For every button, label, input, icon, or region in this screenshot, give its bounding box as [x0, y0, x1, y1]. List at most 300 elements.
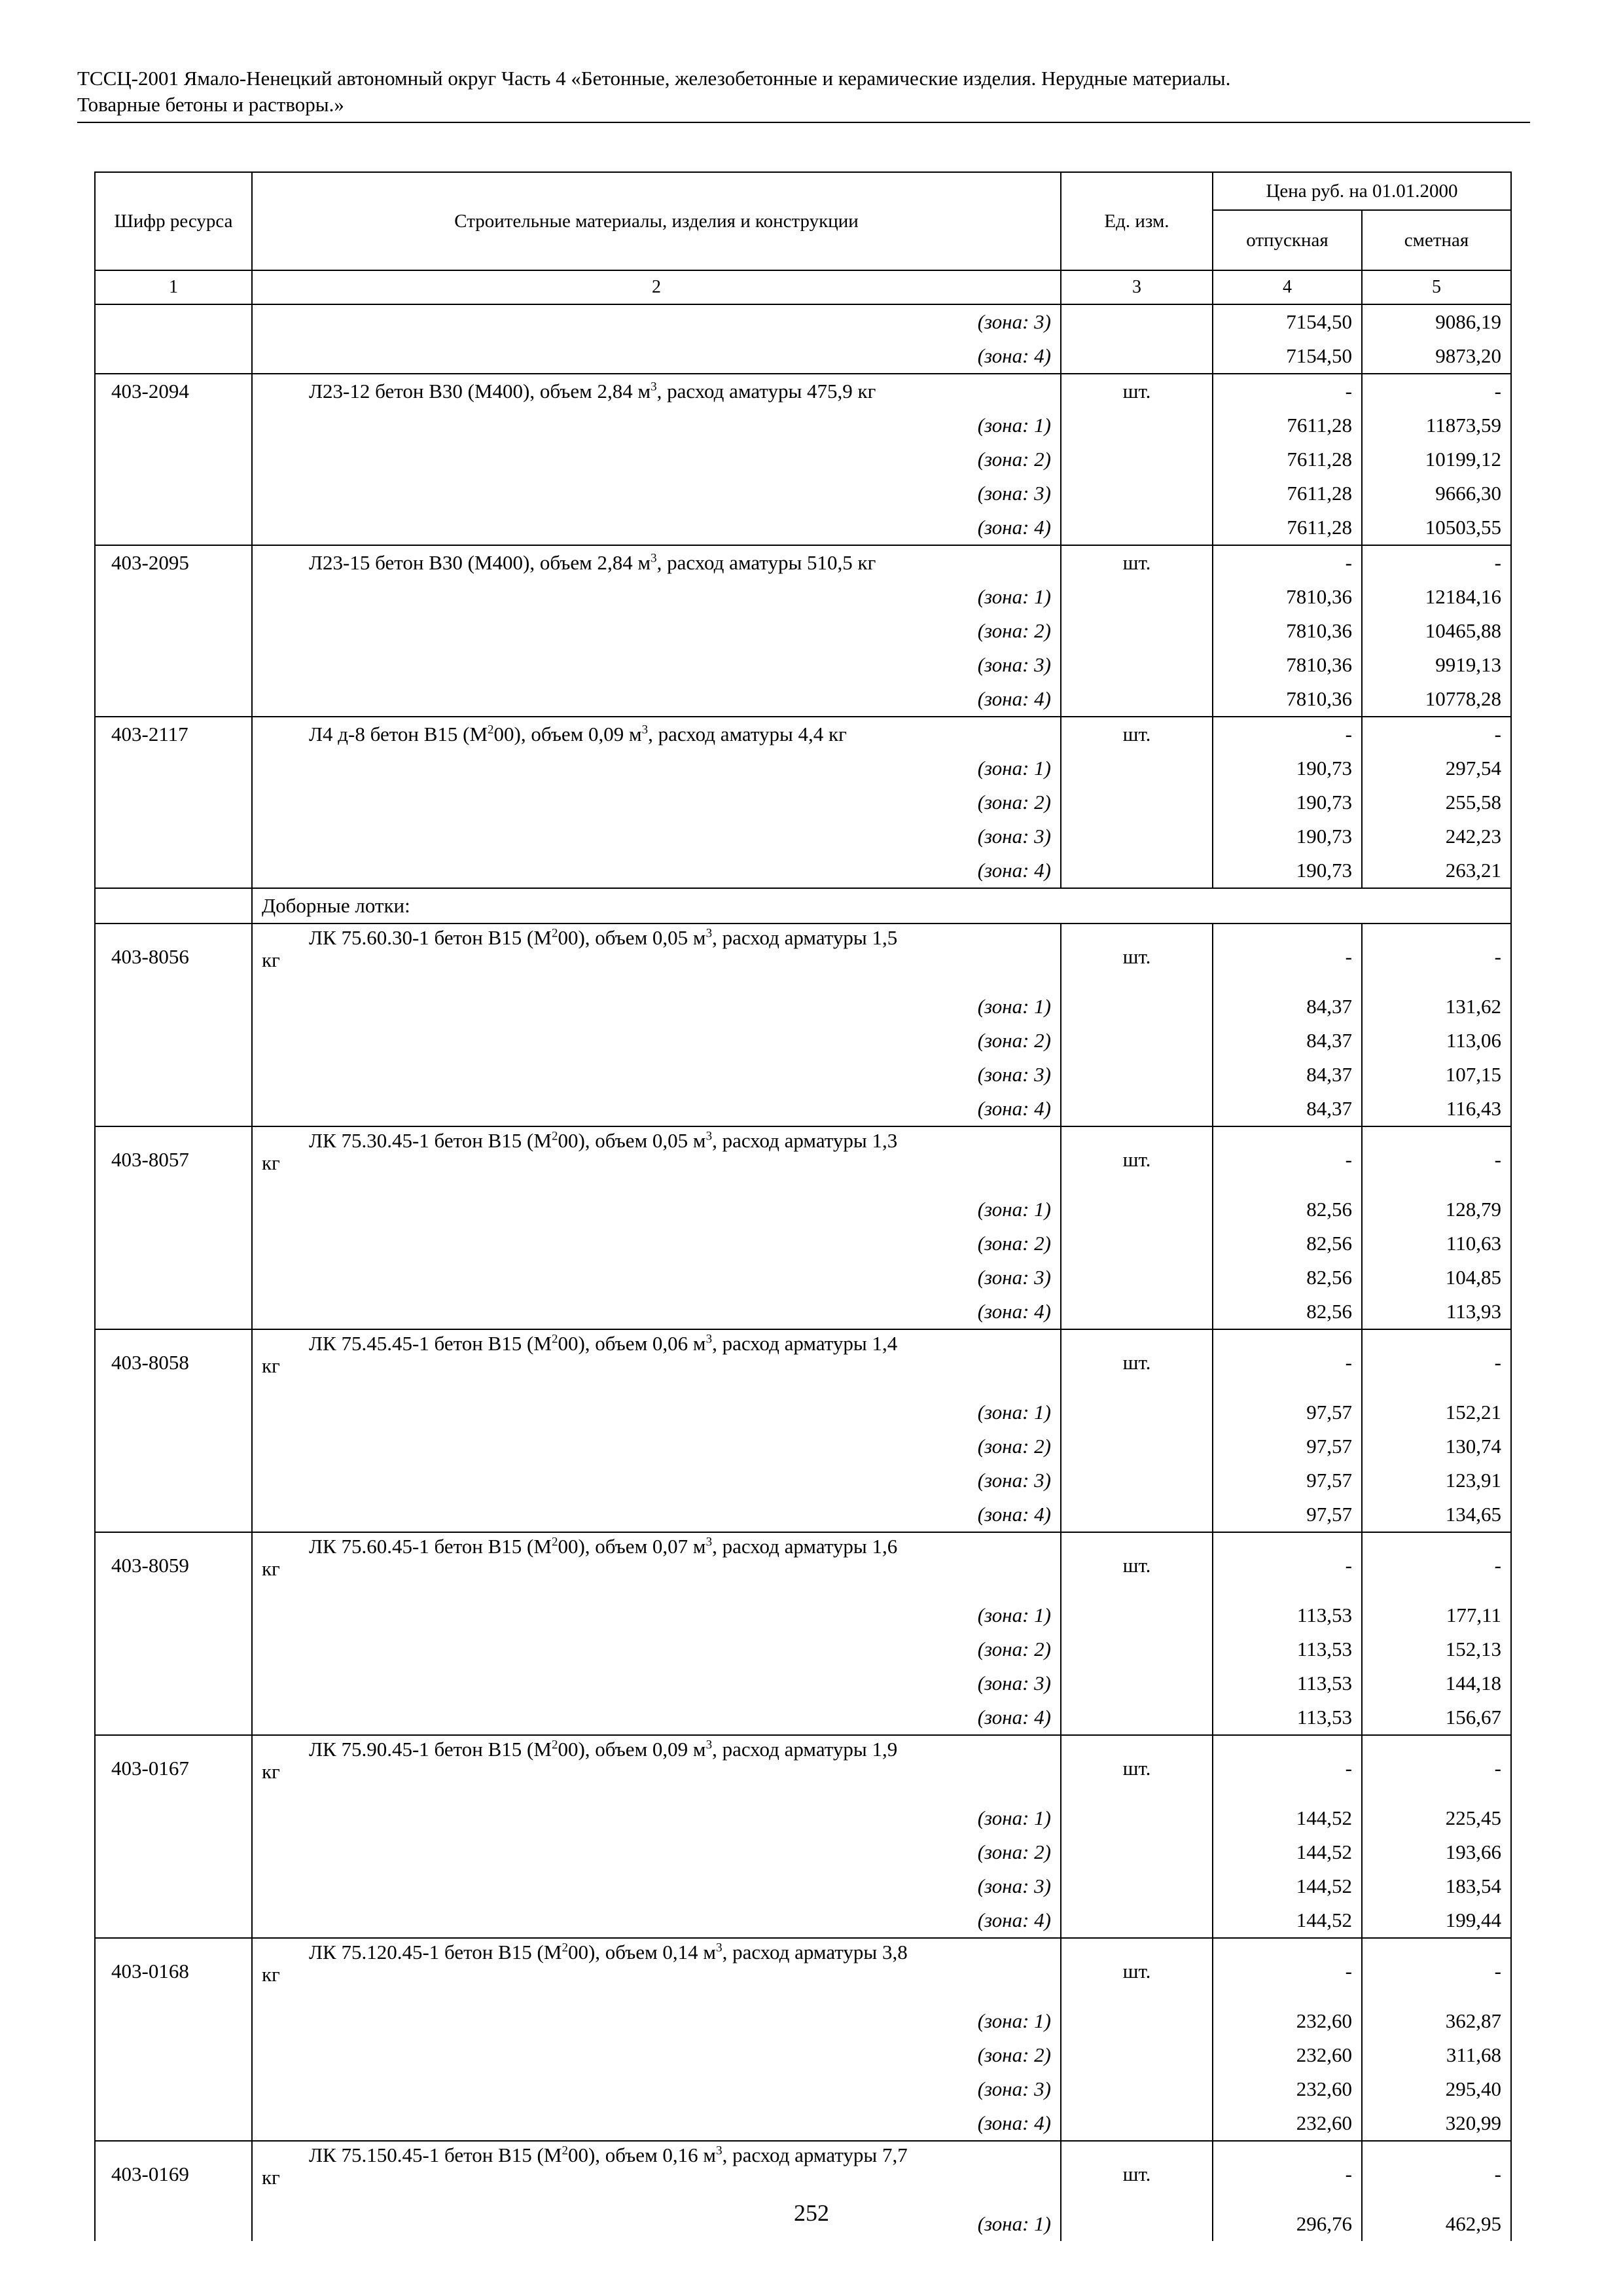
estimate-price: 152,21	[1362, 1395, 1511, 1429]
name-fragment: , расход аматуры 4,4 кг	[648, 723, 847, 745]
release-price: -	[1213, 1532, 1362, 1598]
zone-label: (зона: 4)	[252, 853, 1061, 888]
superscript: 3	[705, 1129, 713, 1143]
release-price: 97,57	[1213, 1498, 1362, 1532]
release-price: 97,57	[1213, 1395, 1362, 1429]
zone-label: (зона: 1)	[252, 580, 1061, 614]
estimate-price: 362,87	[1362, 2004, 1511, 2038]
resource-code-cell	[95, 888, 252, 924]
unit-cell	[1061, 476, 1213, 511]
zone-row	[95, 2004, 1511, 2038]
estimate-price: 9666,30	[1362, 476, 1511, 511]
resource-code-cell	[95, 442, 252, 476]
estimate-price: 116,43	[1362, 1092, 1511, 1126]
superscript: 2	[488, 723, 494, 737]
estimate-price: 9086,19	[1362, 304, 1511, 339]
resource-name-line-2	[262, 1558, 1051, 1580]
zone-label: (зона: 2)	[252, 785, 1061, 819]
release-price: 84,37	[1213, 1058, 1362, 1092]
resource-name-line-1	[262, 1130, 1051, 1152]
zone-row	[95, 1058, 1511, 1092]
unit-value: шт.	[1061, 374, 1213, 408]
resource-row	[95, 1938, 1511, 2004]
column-number-row	[95, 270, 1511, 304]
estimate-price: 263,21	[1362, 853, 1511, 888]
resource-name	[252, 1329, 1061, 1395]
zone-row	[95, 1666, 1511, 1700]
name-fragment: 00), объем 0,09 м	[558, 1738, 706, 1761]
resource-row	[95, 545, 1511, 580]
estimate-price: 130,74	[1362, 1429, 1511, 1463]
unit-cell	[1061, 1903, 1213, 1938]
zone-label: (зона: 3)	[252, 819, 1061, 853]
estimate-price: 128,79	[1362, 1193, 1511, 1227]
estimate-price: 9919,13	[1362, 648, 1511, 682]
resource-name	[252, 1532, 1061, 1598]
unit-cell	[1061, 1700, 1213, 1735]
superscript: 3	[651, 551, 657, 565]
resource-code-cell	[95, 682, 252, 717]
name-fragment: 00), объем 0,09 м	[493, 723, 642, 745]
unit-value: шт.	[1061, 545, 1213, 580]
estimate-price: -	[1362, 374, 1511, 408]
zone-label: (зона: 2)	[252, 1632, 1061, 1666]
estimate-price: -	[1362, 1329, 1511, 1395]
unit-cell	[1061, 1092, 1213, 1126]
zone-label: (зона: 1)	[252, 751, 1061, 785]
release-price: 84,37	[1213, 1092, 1362, 1126]
zone-row	[95, 339, 1511, 374]
unit-cell	[1061, 1632, 1213, 1666]
estimate-price: 110,63	[1362, 1227, 1511, 1261]
release-price: 82,56	[1213, 1261, 1362, 1295]
zone-label: (зона: 3)	[252, 648, 1061, 682]
release-price: 232,60	[1213, 2106, 1362, 2141]
zone-row	[95, 2106, 1511, 2141]
name-fragment: , расход арматуры 1,5	[712, 926, 898, 949]
release-price: 7611,28	[1213, 476, 1362, 511]
estimate-price: 107,15	[1362, 1058, 1511, 1092]
zone-label: (зона: 3)	[252, 1058, 1061, 1092]
zone-row	[95, 1835, 1511, 1869]
unit-value: шт.	[1061, 1532, 1213, 1598]
resource-code-cell	[95, 1463, 252, 1498]
zone-row	[95, 1395, 1511, 1429]
superscript: 2	[551, 1535, 558, 1549]
zone-row	[95, 1498, 1511, 1532]
release-price: -	[1213, 1735, 1362, 1801]
resource-code-cell	[95, 990, 252, 1024]
unit-cell	[1061, 1058, 1213, 1092]
unit-cell	[1061, 990, 1213, 1024]
column-number: 5	[1362, 270, 1511, 304]
col-header-code: Шифр ресурса	[95, 172, 252, 270]
name-fragment: , расход арматуры 1,4	[712, 1332, 898, 1355]
zone-row	[95, 1193, 1511, 1227]
release-price: 232,60	[1213, 2004, 1362, 2038]
resource-row	[95, 1532, 1511, 1598]
name-fragment: , расход арматуры 1,6	[712, 1535, 898, 1558]
zone-row	[95, 614, 1511, 648]
release-price: 7810,36	[1213, 648, 1362, 682]
zone-row	[95, 476, 1511, 511]
unit-cell	[1061, 2072, 1213, 2106]
zone-row	[95, 1295, 1511, 1329]
resource-code-cell	[95, 1903, 252, 1938]
resource-name-line-1	[262, 1941, 1051, 1964]
resource-code-cell	[95, 1869, 252, 1903]
name-fragment: , расход арматуры 1,9	[712, 1738, 898, 1761]
release-price: 113,53	[1213, 1598, 1362, 1632]
resource-code: 403-0167	[95, 1735, 252, 1801]
zone-label: (зона: 1)	[252, 2004, 1061, 2038]
unit-cell	[1061, 442, 1213, 476]
zone-label: (зона: 4)	[252, 1700, 1061, 1735]
release-price: 7611,28	[1213, 408, 1362, 442]
zone-row	[95, 2038, 1511, 2072]
zone-label: (зона: 1)	[252, 990, 1061, 1024]
zone-row	[95, 580, 1511, 614]
resource-code-cell	[95, 1092, 252, 1126]
column-number: 3	[1061, 270, 1213, 304]
name-fragment: ЛК 75.30.45-1 бетон В15 (М	[309, 1129, 552, 1152]
zone-row	[95, 1700, 1511, 1735]
release-price: 84,37	[1213, 990, 1362, 1024]
name-fragment: ЛК 75.120.45-1 бетон В15 (М	[309, 1941, 562, 1964]
zone-row	[95, 990, 1511, 1024]
resource-row	[95, 924, 1511, 990]
zone-row	[95, 1801, 1511, 1835]
header-line-1: ТССЦ-2001 Ямало-Ненецкий автономный округ Часть 4 «Бетонные, железобетонные и керамические изделия. Нерудные материалы.	[77, 67, 1231, 90]
group-row	[95, 888, 1511, 924]
superscript: 2	[562, 1941, 568, 1955]
unit-cell	[1061, 819, 1213, 853]
unit-cell	[1061, 853, 1213, 888]
resource-code-cell	[95, 476, 252, 511]
release-price: 144,52	[1213, 1835, 1362, 1869]
estimate-price: 177,11	[1362, 1598, 1511, 1632]
estimate-price: 11873,59	[1362, 408, 1511, 442]
zone-row	[95, 648, 1511, 682]
unit-value: шт.	[1061, 1735, 1213, 1801]
release-price: 190,73	[1213, 819, 1362, 853]
release-price: 7154,50	[1213, 339, 1362, 374]
unit-cell	[1061, 648, 1213, 682]
zone-row	[95, 1024, 1511, 1058]
resource-code-cell	[95, 339, 252, 374]
column-number: 2	[252, 270, 1061, 304]
estimate-price: 144,18	[1362, 1666, 1511, 1700]
resource-code-cell	[95, 1801, 252, 1835]
name-fragment: кг	[262, 1963, 280, 1986]
group-title: Доборные лотки:	[252, 888, 1511, 924]
estimate-price: 10465,88	[1362, 614, 1511, 648]
release-price: 7810,36	[1213, 580, 1362, 614]
resource-code: 403-8057	[95, 1126, 252, 1193]
resource-code: 403-8059	[95, 1532, 252, 1598]
unit-value: шт.	[1061, 1126, 1213, 1193]
resource-name-line-1	[262, 927, 1051, 949]
unit-value: шт.	[1061, 717, 1213, 751]
unit-value: шт.	[1061, 1938, 1213, 2004]
resource-name-line-1	[262, 2144, 1051, 2166]
superscript: 2	[562, 2144, 568, 2158]
unit-cell	[1061, 339, 1213, 374]
release-price: 113,53	[1213, 1632, 1362, 1666]
superscript: 3	[705, 1332, 713, 1346]
unit-cell	[1061, 1193, 1213, 1227]
name-fragment: ЛК 75.45.45-1 бетон В15 (М	[309, 1332, 552, 1355]
zone-row	[95, 304, 1511, 339]
release-price: 97,57	[1213, 1429, 1362, 1463]
unit-cell	[1061, 2038, 1213, 2072]
name-fragment: Л4 д-8 бетон В15 (М	[309, 723, 488, 745]
superscript: 2	[551, 1738, 558, 1752]
zone-label: (зона: 2)	[252, 442, 1061, 476]
table-body	[95, 304, 1511, 2241]
document-header	[77, 65, 1530, 118]
resource-code-cell	[95, 2038, 252, 2072]
release-price: 7810,36	[1213, 682, 1362, 717]
unit-cell	[1061, 785, 1213, 819]
resource-code-cell	[95, 1700, 252, 1735]
estimate-price: -	[1362, 1126, 1511, 1193]
zone-label: (зона: 2)	[252, 1429, 1061, 1463]
resource-name	[252, 2141, 1061, 2207]
zone-row	[95, 1632, 1511, 1666]
resource-code-cell	[95, 1193, 252, 1227]
resource-name-line-2	[262, 1355, 1051, 1377]
release-price: 113,53	[1213, 1700, 1362, 1735]
estimate-price: 9873,20	[1362, 339, 1511, 374]
name-fragment: 00), объем 0,05 м	[558, 1129, 706, 1152]
zone-label: (зона: 3)	[252, 1666, 1061, 1700]
resource-code-cell	[95, 751, 252, 785]
zone-row	[95, 442, 1511, 476]
zone-row	[95, 511, 1511, 545]
name-fragment: ЛК 75.150.45-1 бетон В15 (М	[309, 2144, 562, 2166]
resource-code-cell	[95, 1632, 252, 1666]
col-header-release: отпускная	[1213, 210, 1362, 270]
zone-label: (зона: 1)	[252, 1801, 1061, 1835]
release-price: 232,60	[1213, 2038, 1362, 2072]
resource-name-line-2	[262, 1761, 1051, 1783]
release-price: 82,56	[1213, 1227, 1362, 1261]
zone-label: (зона: 2)	[252, 1227, 1061, 1261]
resource-code-cell	[95, 2072, 252, 2106]
release-price: 296,76	[1213, 2207, 1362, 2241]
unit-cell	[1061, 304, 1213, 339]
unit-cell	[1061, 1463, 1213, 1498]
resource-name-line-2	[262, 2166, 1051, 2189]
name-fragment: , расход аматуры 475,9 кг	[656, 380, 876, 403]
estimate-price: 225,45	[1362, 1801, 1511, 1835]
zone-label: (зона: 2)	[252, 2038, 1061, 2072]
name-fragment: 00), объем 0,06 м	[558, 1332, 706, 1355]
release-price: 7611,28	[1213, 511, 1362, 545]
zone-label: (зона: 3)	[252, 1261, 1061, 1295]
unit-value: шт.	[1061, 1329, 1213, 1395]
zone-label: (зона: 1)	[252, 408, 1061, 442]
resource-code-cell	[95, 1295, 252, 1329]
name-fragment: ЛК 75.60.45-1 бетон В15 (М	[309, 1535, 552, 1558]
resource-code: 403-0168	[95, 1938, 252, 2004]
unit-cell	[1061, 511, 1213, 545]
resource-row	[95, 374, 1511, 408]
estimate-price: 297,54	[1362, 751, 1511, 785]
zone-label: (зона: 1)	[252, 1598, 1061, 1632]
unit-value: шт.	[1061, 924, 1213, 990]
name-fragment: ЛК 75.90.45-1 бетон В15 (М	[309, 1738, 552, 1761]
resource-code-cell	[95, 1498, 252, 1532]
release-price: 82,56	[1213, 1193, 1362, 1227]
release-price: -	[1213, 2141, 1362, 2207]
unit-cell	[1061, 2106, 1213, 2141]
resource-code: 403-2094	[95, 374, 252, 408]
name-fragment: 00), объем 0,14 м	[567, 1941, 717, 1964]
resource-code-cell	[95, 304, 252, 339]
zone-label: (зона: 4)	[252, 511, 1061, 545]
zone-label: (зона: 4)	[252, 682, 1061, 717]
name-fragment: ЛК 75.60.30-1 бетон В15 (М	[309, 926, 552, 949]
resource-name	[252, 1735, 1061, 1801]
zone-label: (зона: 2)	[252, 1835, 1061, 1869]
unit-cell	[1061, 1227, 1213, 1261]
release-price: 7810,36	[1213, 614, 1362, 648]
zone-label: (зона: 2)	[252, 1024, 1061, 1058]
estimate-price: -	[1362, 545, 1511, 580]
zone-label: (зона: 3)	[252, 304, 1061, 339]
superscript: 3	[716, 2144, 722, 2158]
release-price: -	[1213, 1938, 1362, 2004]
resource-name	[252, 1126, 1061, 1193]
name-fragment: кг	[262, 1151, 280, 1174]
name-fragment: , расход арматуры 1,3	[712, 1129, 898, 1152]
unit-cell	[1061, 1395, 1213, 1429]
resource-code-cell	[95, 1429, 252, 1463]
superscript: 2	[551, 926, 558, 941]
name-fragment: кг	[262, 1557, 280, 1580]
release-price: 190,73	[1213, 853, 1362, 888]
resource-code-cell	[95, 2004, 252, 2038]
release-price: 84,37	[1213, 1024, 1362, 1058]
resource-row	[95, 1329, 1511, 1395]
resource-name	[252, 924, 1061, 990]
unit-cell	[1061, 1024, 1213, 1058]
estimate-price: 255,58	[1362, 785, 1511, 819]
name-fragment: , расход аматуры 510,5 кг	[656, 551, 876, 574]
zone-label: (зона: 4)	[252, 1092, 1061, 1126]
release-price: 113,53	[1213, 1666, 1362, 1700]
estimate-price: -	[1362, 924, 1511, 990]
zone-label: (зона: 3)	[252, 1869, 1061, 1903]
estimate-price: 152,13	[1362, 1632, 1511, 1666]
resource-name-line-2	[262, 1152, 1051, 1174]
unit-cell	[1061, 1598, 1213, 1632]
zone-label: (зона: 4)	[252, 1295, 1061, 1329]
zone-row	[95, 1227, 1511, 1261]
resource-code-cell	[95, 1666, 252, 1700]
name-fragment: кг	[262, 1354, 280, 1377]
resource-name	[252, 717, 1061, 751]
release-price: 7154,50	[1213, 304, 1362, 339]
estimate-price: -	[1362, 1532, 1511, 1598]
name-fragment: 00), объем 0,05 м	[558, 926, 706, 949]
zone-row	[95, 819, 1511, 853]
name-fragment: Л23-12 бетон В30 (М400), объем 2,84 м	[309, 380, 651, 403]
estimate-price: 104,85	[1362, 1261, 1511, 1295]
resource-code-cell	[95, 408, 252, 442]
resource-code: 403-8056	[95, 924, 252, 990]
zone-row	[95, 1092, 1511, 1126]
unit-cell	[1061, 1666, 1213, 1700]
resource-name-line-1	[262, 1333, 1051, 1355]
resource-code-cell	[95, 785, 252, 819]
resource-code: 403-2095	[95, 545, 252, 580]
resource-code-cell	[95, 1024, 252, 1058]
resource-name-line-2	[262, 949, 1051, 971]
page-number: 252	[794, 2200, 829, 2226]
zone-row	[95, 682, 1511, 717]
estimate-price: 10778,28	[1362, 682, 1511, 717]
resource-name	[252, 545, 1061, 580]
estimate-price: -	[1362, 2141, 1511, 2207]
zone-label: (зона: 3)	[252, 2072, 1061, 2106]
name-fragment: кг	[262, 1760, 280, 1783]
unit-value: шт.	[1061, 2141, 1213, 2207]
estimate-price: 242,23	[1362, 819, 1511, 853]
release-price: -	[1213, 545, 1362, 580]
estimate-price: -	[1362, 717, 1511, 751]
resource-code-cell	[95, 648, 252, 682]
resource-row	[95, 2141, 1511, 2207]
release-price: -	[1213, 1126, 1362, 1193]
zone-row	[95, 408, 1511, 442]
resource-name-line-1	[262, 1738, 1051, 1761]
resource-code-cell	[95, 511, 252, 545]
resource-code-cell	[95, 1058, 252, 1092]
col-header-price: Цена руб. на 01.01.2000	[1213, 172, 1511, 210]
estimate-price: 193,66	[1362, 1835, 1511, 1869]
superscript: 3	[705, 926, 713, 941]
name-fragment: 00), объем 0,16 м	[567, 2144, 717, 2166]
table-header	[95, 172, 1511, 304]
zone-label: (зона: 4)	[252, 1903, 1061, 1938]
unit-cell	[1061, 1801, 1213, 1835]
estimate-price: 12184,16	[1362, 580, 1511, 614]
estimate-price: 295,40	[1362, 2072, 1511, 2106]
zone-row	[95, 1598, 1511, 1632]
superscript: 3	[651, 380, 657, 394]
resource-name	[252, 1938, 1061, 2004]
release-price: -	[1213, 924, 1362, 990]
superscript: 3	[705, 1738, 713, 1752]
column-number: 1	[95, 270, 252, 304]
unit-cell	[1061, 408, 1213, 442]
estimate-price: 183,54	[1362, 1869, 1511, 1903]
unit-cell	[1061, 2004, 1213, 2038]
zone-row	[95, 2072, 1511, 2106]
release-price: 190,73	[1213, 785, 1362, 819]
zone-row	[95, 1261, 1511, 1295]
zone-row	[95, 751, 1511, 785]
zone-label: (зона: 2)	[252, 614, 1061, 648]
resource-code-cell	[95, 580, 252, 614]
zone-row	[95, 785, 1511, 819]
name-fragment: 00), объем 0,07 м	[558, 1535, 706, 1558]
release-price: 232,60	[1213, 2072, 1362, 2106]
estimate-price: 10199,12	[1362, 442, 1511, 476]
